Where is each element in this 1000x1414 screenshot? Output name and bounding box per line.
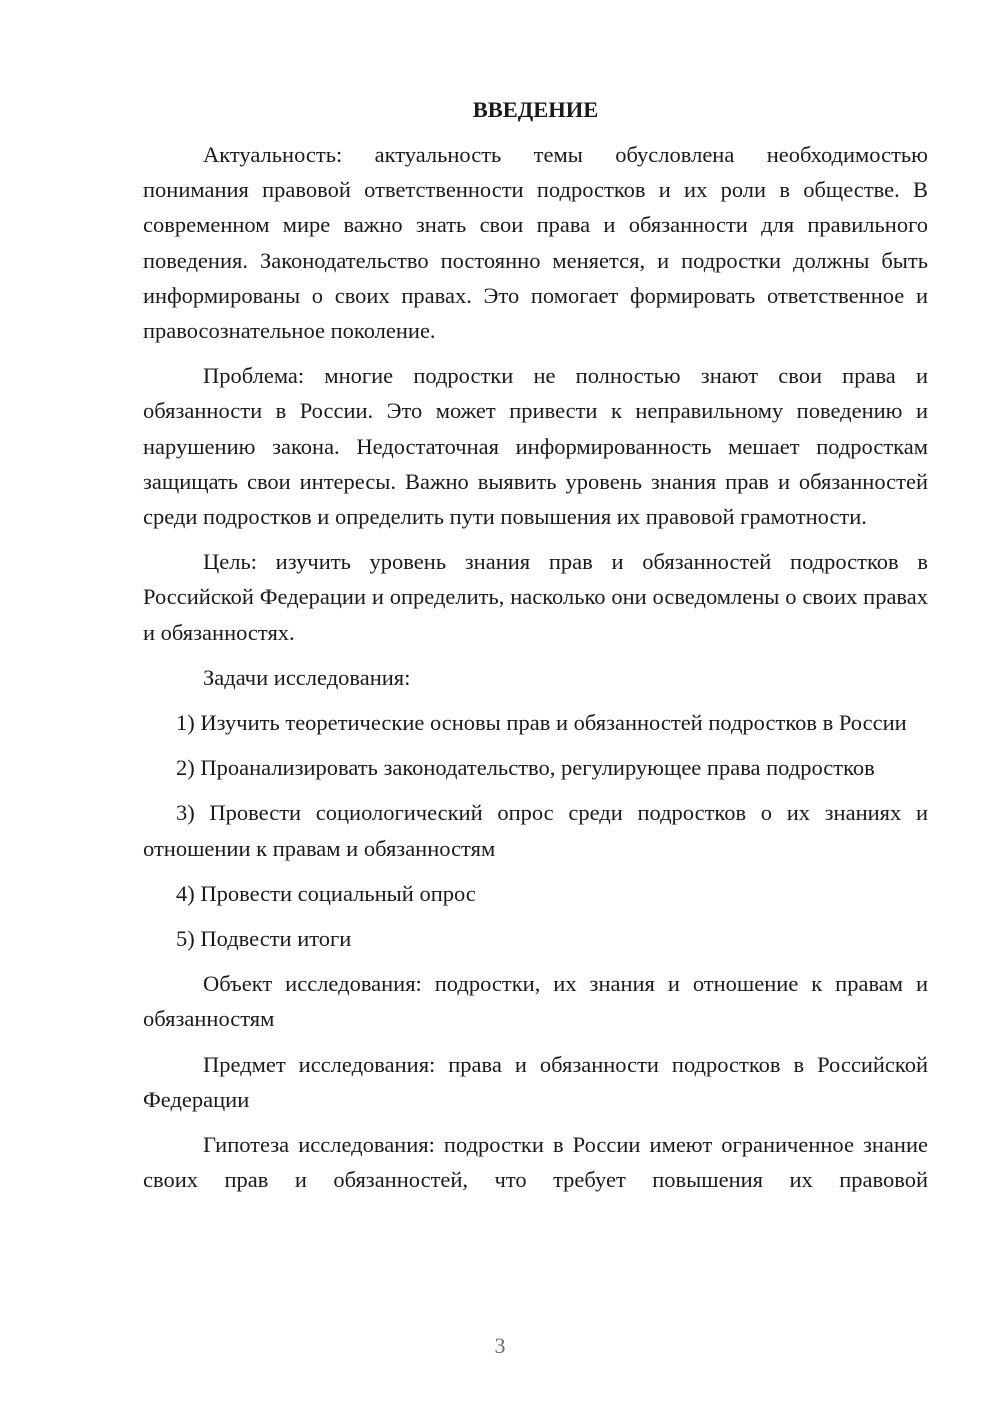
paragraph-subject: Предмет исследования: права и обязанности подростков в Российской Федерации [143,1051,928,1112]
task-item-2: 2) Проанализировать законодательство, регулирующее права подростков [176,755,875,781]
paragraph-relevance: Актуальность: актуальность темы обусловлена необходимостью понимания правовой ответственности подростков и их роли в обществе. В современном мире важно знать свои права и обязанности для правильного поведения. Законодательство постоянно меняется, и подростки должны быть информированы о своих правах. Это помогает формировать ответственное и правосознательное поколение. [143,142,928,344]
task-item-5: 5) Подвести итоги [176,926,352,952]
document-page [143,92,928,1207]
page-number: 3 [494,1333,506,1358]
paragraph-problem: Проблема: многие подростки не полностью знают свои права и обязанности в России. Это может привести к неправильному поведению и нарушению закона. Недостаточная информированность мешает подросткам защищать свои интересы. Важно выявить уровень знания прав и обязанностей среди подростков и определить пути повышения их правовой грамотности. [143,363,928,530]
task-item-3: 3) Провести социологический опрос среди подростков о их знаниях и отношении к правам и обязанностям [143,800,928,861]
paragraph-tasks-heading: Задачи исследования: [203,664,411,690]
task-item-1: 1) Изучить теоретические основы прав и обязанностей подростков в России [176,710,907,736]
paragraph-object: Объект исследования: подростки, их знания и отношение к правам и обязанностям [143,971,928,1032]
task-item-4: 4) Провести социальный опрос [176,880,476,906]
paragraph-hypothesis: Гипотеза исследования: подростки в России имеют ограниченное знание своих прав и обязанностей, что требует повышения их правовой [143,1132,928,1193]
paragraph-goal: Цель: изучить уровень знания прав и обязанностей подростков в Российской Федерации и определить, насколько они осведомлены о своих правах и обязанностях. [143,549,928,645]
section-title: ВВЕДЕНИЕ [472,97,599,122]
